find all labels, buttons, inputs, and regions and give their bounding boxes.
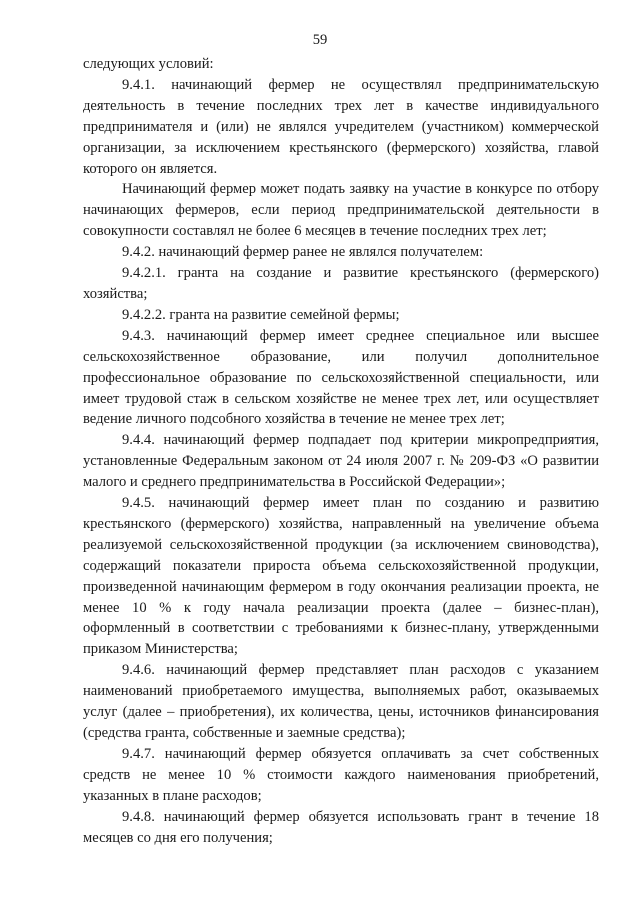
paragraph-9-4-2-1: 9.4.2.1. гранта на создание и развитие крестьянского (фермерского) хозяйства; (83, 265, 599, 302)
paragraph-9-4-5: 9.4.5. начинающий фермер имеет план по созданию и развитию крестьянского (фермерского) хозяйства, направленный на увеличение объема реализуемой сельскохозяйственной продукции (за исключением свиноводства), содержащий показатели прироста объема сельскохозяйственной продукции, произведенной начинающим фермером в году окончания реализации проекта, не менее 10 % к году начала реализации проекта (далее – бизнес-план), оформленный в соответствии с требованиями к бизнес-плану, утвержденными приказом Министерства; (83, 495, 599, 658)
document-body (83, 54, 599, 848)
paragraph-9-4-1-note: Начинающий фермер может подать заявку на участие в конкурсе по отбору начинающих фермеров, если период предпринимательской деятельности в совокупности составлял не более 6 месяцев в течение последних трех лет; (83, 181, 599, 240)
paragraph-9-4-1: 9.4.1. начинающий фермер не осуществлял предпринимательскую деятельность в течение последних трех лет в качестве индивидуального предпринимателя и (или) не являлся учредителем (участником) коммерческой организации, за исключением крестьянского (фермерского) хозяйства, главой которого он является. (83, 76, 599, 177)
paragraph-9-4-2-2: 9.4.2.2. гранта на развитие семейной фермы; (122, 306, 400, 323)
paragraph-9-4-4: 9.4.4. начинающий фермер подпадает под критерии микропредприятия, установленные Федеральным законом от 24 июля 2007 г. № 209-ФЗ «О развитии малого и среднего предпринимательства в Российской Федерации»; (83, 432, 599, 491)
paragraph-9-4-2: 9.4.2. начинающий фермер ранее не являлся получателем: (122, 244, 484, 261)
page-number: 59 (312, 32, 328, 48)
paragraph-9-4-3: 9.4.3. начинающий фермер имеет среднее специальное или высшее сельскохозяйственное образование, или получил дополнительное профессиональное образование по сельскохозяйственной специальности, или имеет трудовой стаж в сельском хозяйстве не менее трех лет, или осуществляет ведение личного подсобного хозяйства в течение не менее трех лет; (83, 327, 599, 428)
paragraph-intro-continuation: следующих условий: (83, 56, 214, 72)
paragraph-9-4-6: 9.4.6. начинающий фермер представляет план расходов с указанием наименований приобретаемого имущества, выполняемых работ, оказываемых услуг (далее – приобретения), их количества, цены, источников финансирования (средства гранта, собственные и заемные средства); (83, 662, 599, 741)
paragraph-9-4-8: 9.4.8. начинающий фермер обязуется использовать грант в течение 18 месяцев со дня его получения; (83, 808, 599, 846)
paragraph-9-4-7: 9.4.7. начинающий фермер обязуется оплачивать за счет собственных средств не менее 10 % стоимости каждого наименования приобретений, указанных в плане расходов; (83, 745, 599, 804)
